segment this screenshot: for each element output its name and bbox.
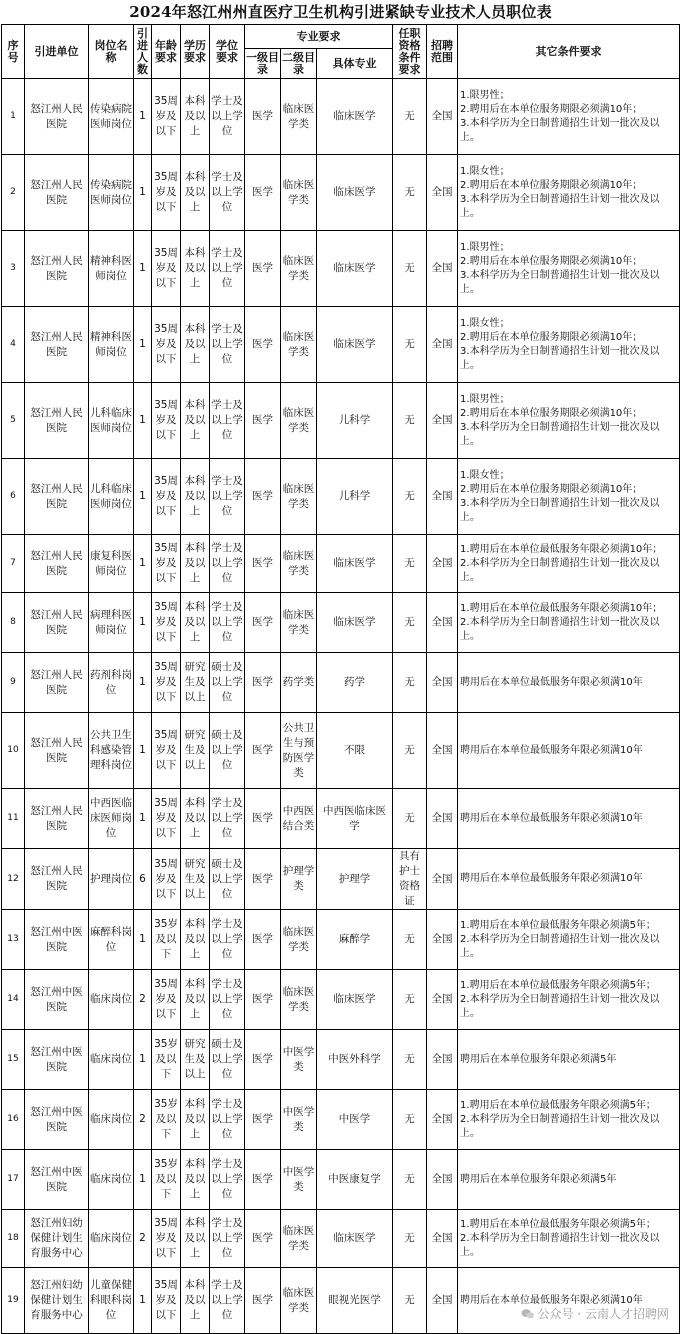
cell-qual: 无 — [393, 970, 427, 1030]
cell-major-l2: 临床医学类 — [281, 1268, 317, 1334]
cell-post: 儿科临床医师岗位 — [89, 459, 134, 535]
table-row — [2, 383, 680, 459]
cell-degree: 学士及以上学位 — [210, 910, 245, 970]
cell-major-l2: 药学类 — [281, 653, 317, 713]
cell-degree: 学士及以上学位 — [210, 307, 245, 383]
cell-post: 病理科医师岗位 — [89, 593, 134, 653]
header-scope: 招聘范围 — [427, 25, 458, 79]
cell-major-spec: 临床医学 — [317, 535, 393, 593]
cell-qual: 无 — [393, 231, 427, 307]
cell-major-spec: 中西医临床医学 — [317, 789, 393, 849]
cell-unit: 怒江州人民医院 — [25, 849, 89, 910]
cell-unit: 怒江州人民医院 — [25, 459, 89, 535]
cell-post: 儿科临床医师岗位 — [89, 383, 134, 459]
cell-major-l2: 中西医结合类 — [281, 789, 317, 849]
header-major-spec: 具体专业 — [317, 49, 393, 79]
cell-other: 1.限男性； 2.聘用后在本单位服务期限必须满10年； 3.本科学历为全日制普通招生计划一批次及以上。 — [458, 231, 680, 307]
cell-other: 1.聘用后在本单位最低服务年限必须满5年； 2.本科学历为全日制普通招生计划一批次及以上。 — [458, 1090, 680, 1150]
cell-other: 1.聘用后在本单位最低服务年限必须满5年； 2.本科学历为全日制普通招生计划一批次及以上。 — [458, 910, 680, 970]
cell-major-l1: 医学 — [245, 1150, 281, 1210]
watermark — [519, 1305, 671, 1322]
cell-major-spec: 药学 — [317, 653, 393, 713]
cell-major-l1: 医学 — [245, 910, 281, 970]
cell-count: 1 — [134, 653, 152, 713]
cell-degree: 学士及以上学位 — [210, 1090, 245, 1150]
cell-major-l2: 公共卫生与预防医学类 — [281, 713, 317, 789]
cell-edu: 本科及以上 — [181, 910, 210, 970]
cell-major-l2: 临床医学类 — [281, 79, 317, 155]
watermark-text: 公众号 · 云南人才招聘网 — [537, 1307, 669, 1321]
cell-post: 临床岗位 — [89, 1030, 134, 1090]
cell-seq: 3 — [2, 231, 25, 307]
cell-qual: 无 — [393, 1150, 427, 1210]
page-title: 2024年怒江州州直医疗卫生机构引进紧缺专业技术人员职位表 — [129, 3, 552, 21]
cell-degree: 学士及以上学位 — [210, 1268, 245, 1334]
cell-edu: 研究生及以上 — [181, 653, 210, 713]
cell-count: 1 — [134, 307, 152, 383]
cell-edu: 本科及以上 — [181, 459, 210, 535]
cell-seq: 18 — [2, 1210, 25, 1268]
cell-unit: 怒江州中医医院 — [25, 1150, 89, 1210]
cell-post: 护理岗位 — [89, 849, 134, 910]
cell-major-l2: 中医学类 — [281, 1150, 317, 1210]
cell-qual: 无 — [393, 789, 427, 849]
cell-degree: 学士及以上学位 — [210, 155, 245, 231]
cell-major-l1: 医学 — [245, 593, 281, 653]
cell-scope: 全国 — [427, 535, 458, 593]
cell-other: 1.聘用后在本单位最低服务年限必须满5年； 2.本科学历为全日制普通招生计划一批次及以上。 — [458, 1210, 680, 1268]
cell-count: 1 — [134, 593, 152, 653]
cell-age: 35周岁及以下 — [152, 849, 181, 910]
cell-edu: 本科及以上 — [181, 383, 210, 459]
table-row — [2, 1030, 680, 1090]
cell-major-spec: 护理学 — [317, 849, 393, 910]
cell-major-l2: 临床医学类 — [281, 970, 317, 1030]
cell-age: 35周岁及以下 — [152, 307, 181, 383]
cell-seq: 12 — [2, 849, 25, 910]
table-row — [2, 1210, 680, 1268]
cell-other: 聘用后在本单位最低服务年限必须满10年 — [458, 1268, 680, 1334]
cell-age: 35周岁及以下 — [152, 231, 181, 307]
cell-count: 1 — [134, 713, 152, 789]
cell-count: 2 — [134, 1090, 152, 1150]
cell-count: 6 — [134, 849, 152, 910]
table-row — [2, 970, 680, 1030]
cell-major-spec: 临床医学 — [317, 593, 393, 653]
cell-post: 麻醉科岗位 — [89, 910, 134, 970]
cell-major-spec: 儿科学 — [317, 383, 393, 459]
cell-edu: 研究生及以上 — [181, 713, 210, 789]
cell-scope: 全国 — [427, 1150, 458, 1210]
cell-post: 临床岗位 — [89, 970, 134, 1030]
table-row — [2, 79, 680, 155]
cell-qual: 无 — [393, 653, 427, 713]
cell-age: 35周岁及以下 — [152, 383, 181, 459]
cell-unit: 怒江州人民医院 — [25, 79, 89, 155]
cell-count: 1 — [134, 1030, 152, 1090]
cell-seq: 7 — [2, 535, 25, 593]
cell-seq: 4 — [2, 307, 25, 383]
cell-major-spec: 麻醉学 — [317, 910, 393, 970]
cell-edu: 本科及以上 — [181, 535, 210, 593]
cell-degree: 硕士及以上学位 — [210, 653, 245, 713]
wechat-icon — [521, 1308, 535, 1320]
cell-major-spec: 中医康复学 — [317, 1150, 393, 1210]
cell-major-spec: 临床医学 — [317, 970, 393, 1030]
cell-count: 1 — [134, 1150, 152, 1210]
cell-other: 1.聘用后在本单位最低服务年限必须满10年； 2.本科学历为全日制普通招生计划一批次及以上。 — [458, 535, 680, 593]
cell-scope: 全国 — [427, 459, 458, 535]
header-major-l1: 一级目录 — [245, 49, 281, 79]
cell-other: 聘用后在本单位最低服务年限必须满10年 — [458, 849, 680, 910]
header-post: 岗位名称 — [89, 25, 134, 79]
cell-scope: 全国 — [427, 383, 458, 459]
table-row — [2, 789, 680, 849]
cell-other: 1.限女性； 2.聘用后在本单位服务期限必须满10年； 3.本科学历为全日制普通招生计划一批次及以上。 — [458, 459, 680, 535]
cell-qual: 无 — [393, 713, 427, 789]
cell-major-spec: 不限 — [317, 713, 393, 789]
cell-major-l2: 临床医学类 — [281, 535, 317, 593]
cell-qual: 具有护士资格证 — [393, 849, 427, 910]
cell-age: 35岁及以下 — [152, 1030, 181, 1090]
cell-count: 1 — [134, 231, 152, 307]
cell-degree: 学士及以上学位 — [210, 1150, 245, 1210]
cell-unit: 怒江州中医医院 — [25, 910, 89, 970]
cell-count: 1 — [134, 910, 152, 970]
table-row — [2, 535, 680, 593]
cell-degree: 学士及以上学位 — [210, 79, 245, 155]
cell-count: 1 — [134, 789, 152, 849]
cell-age: 35周岁及以下 — [152, 79, 181, 155]
cell-scope: 全国 — [427, 1090, 458, 1150]
cell-major-l1: 医学 — [245, 1030, 281, 1090]
table-row — [2, 155, 680, 231]
cell-scope: 全国 — [427, 789, 458, 849]
cell-scope: 全国 — [427, 653, 458, 713]
cell-degree: 学士及以上学位 — [210, 459, 245, 535]
cell-unit: 怒江州妇幼保健计划生育服务中心 — [25, 1210, 89, 1268]
cell-edu: 本科及以上 — [181, 789, 210, 849]
cell-post: 临床岗位 — [89, 1150, 134, 1210]
cell-major-spec: 眼视光医学 — [317, 1268, 393, 1334]
cell-seq: 14 — [2, 970, 25, 1030]
cell-seq: 19 — [2, 1268, 25, 1334]
cell-major-spec: 临床医学 — [317, 79, 393, 155]
cell-count: 1 — [134, 1268, 152, 1334]
cell-post: 传染病院医师岗位 — [89, 155, 134, 231]
cell-major-spec: 儿科学 — [317, 459, 393, 535]
cell-major-l2: 临床医学类 — [281, 231, 317, 307]
cell-edu: 本科及以上 — [181, 307, 210, 383]
cell-major-l2: 临床医学类 — [281, 155, 317, 231]
cell-major-l2: 临床医学类 — [281, 1210, 317, 1268]
cell-scope: 全国 — [427, 713, 458, 789]
cell-post: 临床岗位 — [89, 1090, 134, 1150]
cell-major-spec: 临床医学 — [317, 231, 393, 307]
cell-age: 35岁及以下 — [152, 1090, 181, 1150]
cell-scope: 全国 — [427, 231, 458, 307]
cell-qual: 无 — [393, 155, 427, 231]
cell-age: 35周岁及以下 — [152, 535, 181, 593]
table-row — [2, 231, 680, 307]
cell-post: 精神科医师岗位 — [89, 231, 134, 307]
cell-age: 35周岁及以下 — [152, 970, 181, 1030]
cell-edu: 本科及以上 — [181, 593, 210, 653]
cell-degree: 学士及以上学位 — [210, 593, 245, 653]
table-row — [2, 1150, 680, 1210]
cell-degree: 学士及以上学位 — [210, 789, 245, 849]
header-edu: 学历要求 — [181, 25, 210, 79]
table-row — [2, 713, 680, 789]
table-row — [2, 849, 680, 910]
cell-post: 康复科医师岗位 — [89, 535, 134, 593]
cell-seq: 1 — [2, 79, 25, 155]
cell-count: 1 — [134, 459, 152, 535]
cell-major-l1: 医学 — [245, 1210, 281, 1268]
header-seq: 序号 — [2, 25, 25, 79]
cell-scope: 全国 — [427, 307, 458, 383]
cell-degree: 学士及以上学位 — [210, 970, 245, 1030]
cell-major-l1: 医学 — [245, 535, 281, 593]
header-count: 引进人数 — [134, 25, 152, 79]
cell-edu: 本科及以上 — [181, 970, 210, 1030]
cell-edu: 本科及以上 — [181, 79, 210, 155]
cell-qual: 无 — [393, 79, 427, 155]
cell-major-l1: 医学 — [245, 307, 281, 383]
cell-scope: 全国 — [427, 593, 458, 653]
cell-seq: 9 — [2, 653, 25, 713]
cell-major-l2: 护理学类 — [281, 849, 317, 910]
cell-age: 35周岁及以下 — [152, 155, 181, 231]
cell-major-spec: 临床医学 — [317, 155, 393, 231]
cell-qual: 无 — [393, 383, 427, 459]
cell-unit: 怒江州人民医院 — [25, 383, 89, 459]
cell-major-l2: 临床医学类 — [281, 459, 317, 535]
cell-seq: 2 — [2, 155, 25, 231]
cell-unit: 怒江州人民医院 — [25, 307, 89, 383]
cell-degree: 硕士及以上学位 — [210, 849, 245, 910]
cell-seq: 15 — [2, 1030, 25, 1090]
cell-count: 1 — [134, 79, 152, 155]
cell-edu: 本科及以上 — [181, 231, 210, 307]
table-row — [2, 459, 680, 535]
cell-major-l1: 医学 — [245, 79, 281, 155]
cell-edu: 本科及以上 — [181, 1210, 210, 1268]
cell-post: 传染病院医师岗位 — [89, 79, 134, 155]
cell-edu: 本科及以上 — [181, 1268, 210, 1334]
header-major-group: 专业要求 — [245, 25, 393, 49]
cell-seq: 6 — [2, 459, 25, 535]
cell-major-l2: 临床医学类 — [281, 307, 317, 383]
cell-seq: 8 — [2, 593, 25, 653]
cell-major-spec: 中医外科学 — [317, 1030, 393, 1090]
cell-degree: 学士及以上学位 — [210, 383, 245, 459]
position-table — [1, 24, 680, 1334]
cell-count: 1 — [134, 155, 152, 231]
cell-unit: 怒江州人民医院 — [25, 593, 89, 653]
cell-post: 精神科医师岗位 — [89, 307, 134, 383]
cell-age: 35周岁及以下 — [152, 789, 181, 849]
cell-seq: 11 — [2, 789, 25, 849]
cell-unit: 怒江州妇幼保健计划生育服务中心 — [25, 1268, 89, 1334]
cell-scope: 全国 — [427, 910, 458, 970]
cell-qual: 无 — [393, 1210, 427, 1268]
cell-seq: 17 — [2, 1150, 25, 1210]
cell-post: 儿童保健科眼科岗位 — [89, 1268, 134, 1334]
cell-other: 1.聘用后在本单位最低服务年限必须满5年； 2.本科学历为全日制普通招生计划一批次及以上。 — [458, 970, 680, 1030]
cell-age: 35周岁及以下 — [152, 459, 181, 535]
cell-unit: 怒江州中医医院 — [25, 970, 89, 1030]
cell-major-l1: 医学 — [245, 713, 281, 789]
cell-other: 1.限女性； 2.聘用后在本单位服务期限必须满10年； 3.本科学历为全日制普通招生计划一批次及以上。 — [458, 307, 680, 383]
cell-degree: 硕士及以上学位 — [210, 1030, 245, 1090]
cell-edu: 本科及以上 — [181, 1090, 210, 1150]
cell-age: 35岁及以下 — [152, 1150, 181, 1210]
cell-scope: 全国 — [427, 1268, 458, 1334]
cell-degree: 学士及以上学位 — [210, 1210, 245, 1268]
cell-qual: 无 — [393, 307, 427, 383]
cell-unit: 怒江州中医医院 — [25, 1090, 89, 1150]
cell-major-l1: 医学 — [245, 383, 281, 459]
table-row — [2, 1090, 680, 1150]
cell-major-l2: 临床医学类 — [281, 910, 317, 970]
table-row — [2, 653, 680, 713]
table-row — [2, 1268, 680, 1334]
cell-major-l2: 临床医学类 — [281, 593, 317, 653]
cell-count: 2 — [134, 1210, 152, 1268]
header-qual: 任职资格条件要求 — [393, 25, 427, 79]
header-age: 年龄要求 — [152, 25, 181, 79]
cell-qual: 无 — [393, 1090, 427, 1150]
cell-major-l1: 医学 — [245, 653, 281, 713]
cell-major-l2: 中医学类 — [281, 1090, 317, 1150]
cell-unit: 怒江州人民医院 — [25, 155, 89, 231]
cell-count: 1 — [134, 535, 152, 593]
cell-major-l1: 医学 — [245, 231, 281, 307]
cell-qual: 无 — [393, 1030, 427, 1090]
cell-unit: 怒江州人民医院 — [25, 535, 89, 593]
cell-scope: 全国 — [427, 970, 458, 1030]
cell-age: 35岁及以下 — [152, 910, 181, 970]
header-degree: 学位要求 — [210, 25, 245, 79]
cell-post: 临床岗位 — [89, 1210, 134, 1268]
cell-edu: 研究生及以上 — [181, 1030, 210, 1090]
cell-scope: 全国 — [427, 849, 458, 910]
cell-unit: 怒江州人民医院 — [25, 231, 89, 307]
cell-major-l1: 医学 — [245, 970, 281, 1030]
cell-major-spec: 临床医学 — [317, 307, 393, 383]
cell-major-l1: 医学 — [245, 789, 281, 849]
cell-count: 1 — [134, 383, 152, 459]
cell-seq: 13 — [2, 910, 25, 970]
cell-edu: 本科及以上 — [181, 155, 210, 231]
table-body — [2, 79, 680, 1334]
cell-count: 2 — [134, 970, 152, 1030]
cell-major-l2: 中医学类 — [281, 1030, 317, 1090]
cell-qual: 无 — [393, 1268, 427, 1334]
cell-major-l1: 医学 — [245, 155, 281, 231]
cell-age: 35周岁及以下 — [152, 1268, 181, 1334]
cell-age: 35周岁及以下 — [152, 713, 181, 789]
cell-other: 聘用后在本单位最低服务年限必须满10年 — [458, 789, 680, 849]
cell-other: 1.限男性； 2.聘用后在本单位服务期限必须满10年； 3.本科学历为全日制普通招生计划一批次及以上。 — [458, 79, 680, 155]
header-major-l2: 二级目录 — [281, 49, 317, 79]
cell-seq: 10 — [2, 713, 25, 789]
cell-other: 1.聘用后在本单位最低服务年限必须满10年； 2.本科学历为全日制普通招生计划一批次及以上。 — [458, 593, 680, 653]
cell-degree: 学士及以上学位 — [210, 231, 245, 307]
cell-scope: 全国 — [427, 1030, 458, 1090]
cell-major-l1: 医学 — [245, 1090, 281, 1150]
cell-qual: 无 — [393, 459, 427, 535]
cell-other: 聘用后在本单位服务年限必须满5年 — [458, 1030, 680, 1090]
cell-scope: 全国 — [427, 79, 458, 155]
cell-major-l1: 医学 — [245, 849, 281, 910]
cell-degree: 硕士及以上学位 — [210, 713, 245, 789]
cell-post: 中西医临床医师岗位 — [89, 789, 134, 849]
cell-scope: 全国 — [427, 1210, 458, 1268]
cell-unit: 怒江州人民医院 — [25, 789, 89, 849]
cell-major-l1: 医学 — [245, 459, 281, 535]
cell-qual: 无 — [393, 535, 427, 593]
cell-seq: 5 — [2, 383, 25, 459]
table-row — [2, 910, 680, 970]
cell-qual: 无 — [393, 910, 427, 970]
cell-age: 35周岁及以下 — [152, 593, 181, 653]
header-unit: 引进单位 — [25, 25, 89, 79]
cell-unit: 怒江州人民医院 — [25, 713, 89, 789]
cell-unit: 怒江州人民医院 — [25, 653, 89, 713]
header-other: 其它条件要求 — [458, 25, 680, 79]
cell-edu: 研究生及以上 — [181, 849, 210, 910]
cell-age: 35周岁及以下 — [152, 653, 181, 713]
cell-other: 聘用后在本单位最低服务年限必须满10年 — [458, 713, 680, 789]
cell-other: 1.限女性； 2.聘用后在本单位服务期限必须满10年； 3.本科学历为全日制普通招生计划一批次及以上。 — [458, 155, 680, 231]
cell-edu: 本科及以上 — [181, 1150, 210, 1210]
cell-scope: 全国 — [427, 155, 458, 231]
cell-major-spec: 临床医学 — [317, 1210, 393, 1268]
cell-major-spec: 中医学 — [317, 1090, 393, 1150]
cell-unit: 怒江州中医医院 — [25, 1030, 89, 1090]
cell-qual: 无 — [393, 593, 427, 653]
cell-degree: 学士及以上学位 — [210, 535, 245, 593]
cell-other: 聘用后在本单位最低服务年限必须满10年 — [458, 653, 680, 713]
cell-post: 药剂科岗位 — [89, 653, 134, 713]
cell-age: 35周岁及以下 — [152, 1210, 181, 1268]
table-row — [2, 593, 680, 653]
cell-major-l1: 医学 — [245, 1268, 281, 1334]
table-row — [2, 307, 680, 383]
cell-seq: 16 — [2, 1090, 25, 1150]
cell-other: 1.限男性； 2.聘用后在本单位服务期限必须满10年； 3.本科学历为全日制普通招生计划一批次及以上。 — [458, 383, 680, 459]
cell-post: 公共卫生科感染管理科岗位 — [89, 713, 134, 789]
cell-other: 聘用后在本单位服务年限必须满5年 — [458, 1150, 680, 1210]
cell-major-l2: 临床医学类 — [281, 383, 317, 459]
